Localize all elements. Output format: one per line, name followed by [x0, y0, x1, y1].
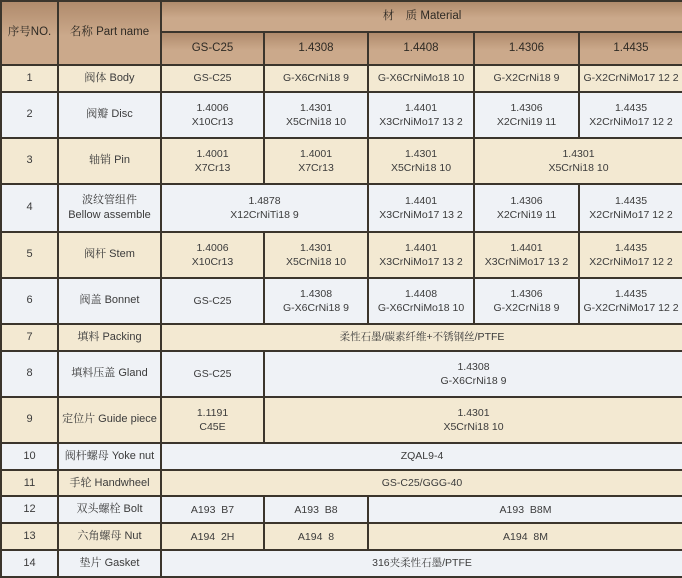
material-cell: 1.4301 X5CrNi18 10 — [474, 138, 682, 184]
row-number-cell: 8 — [1, 351, 58, 397]
header-material-col-gs-c25: GS-C25 — [161, 32, 264, 65]
material-cell: A194 8M — [368, 523, 682, 550]
part-name-cell: 填料压盖 Gland — [58, 351, 161, 397]
table-row — [1, 232, 682, 278]
material-cell: 1.4308 G-X6CrNi18 9 — [264, 278, 368, 324]
header-material-col-1-4308: 1.4308 — [264, 32, 368, 65]
material-cell: 1.4435 X2CrNiMo17 12 2 — [579, 232, 682, 278]
material-cell: 1.4435 X2CrNiMo17 12 2 — [579, 92, 682, 138]
table-row — [1, 92, 682, 138]
material-cell: A193 B7 — [161, 496, 264, 523]
table-row — [1, 278, 682, 324]
table-row — [1, 184, 682, 232]
header-part-name-column: 名称 Part name — [58, 1, 161, 65]
row-number-cell: 10 — [1, 443, 58, 470]
material-cell: 1.4301 X5CrNi18 10 — [264, 397, 682, 443]
material-cell: A193 B8M — [368, 496, 682, 523]
part-name-cell: 阀盖 Bonnet — [58, 278, 161, 324]
table-row — [1, 324, 682, 351]
table-row — [1, 470, 682, 497]
material-cell: 1.4001 X7Cr13 — [264, 138, 368, 184]
material-cell: 1.4306 G-X2CrNi18 9 — [474, 278, 579, 324]
material-cell: 1.4006 X10Cr13 — [161, 232, 264, 278]
material-cell: 1.4408 G-X6CrNiMo18 10 — [368, 278, 474, 324]
part-name-cell: 双头螺栓 Bolt — [58, 496, 161, 523]
part-name-cell: 阀体 Body — [58, 65, 161, 92]
header-material-group: 材 质 Material — [161, 1, 682, 32]
row-number-cell: 9 — [1, 397, 58, 443]
material-cell: G-X2CrNi18 9 — [474, 65, 579, 92]
row-number-cell: 2 — [1, 92, 58, 138]
material-cell: 1.4308 G-X6CrNi18 9 — [264, 351, 682, 397]
material-cell: 1.4401 X3CrNiMo17 13 2 — [368, 92, 474, 138]
material-cell: 1.4401 X3CrNiMo17 13 2 — [368, 184, 474, 232]
material-cell: 1.4306 X2CrNi19 11 — [474, 92, 579, 138]
header-material-col-1-4306: 1.4306 — [474, 32, 579, 65]
material-cell: 1.4435 G-X2CrNiMo17 12 2 — [579, 278, 682, 324]
part-name-cell: 垫片 Gasket — [58, 550, 161, 577]
part-name-cell: 六角螺母 Nut — [58, 523, 161, 550]
material-cell: ZQAL9-4 — [161, 443, 682, 470]
row-number-cell: 1 — [1, 65, 58, 92]
material-cell: G-X6CrNi18 9 — [264, 65, 368, 92]
material-cell: 1.4301 X5CrNi18 10 — [264, 92, 368, 138]
material-cell: G-X2CrNiMo17 12 2 — [579, 65, 682, 92]
row-number-cell: 7 — [1, 324, 58, 351]
part-name-cell: 阀杆螺母 Yoke nut — [58, 443, 161, 470]
material-cell: GS-C25/GGG-40 — [161, 470, 682, 497]
part-name-cell: 填料 Packing — [58, 324, 161, 351]
material-cell: A194 8 — [264, 523, 368, 550]
material-cell: A194 2H — [161, 523, 264, 550]
table-header — [1, 1, 682, 65]
part-name-cell: 阀瓣 Disc — [58, 92, 161, 138]
table-row — [1, 351, 682, 397]
part-name-cell: 波纹管组件 Bellow assemble — [58, 184, 161, 232]
part-name-cell: 手轮 Handwheel — [58, 470, 161, 497]
row-number-cell: 6 — [1, 278, 58, 324]
header-material-col-1-4408: 1.4408 — [368, 32, 474, 65]
material-cell: 1.4001 X7Cr13 — [161, 138, 264, 184]
header-material-col-1-4435: 1.4435 — [579, 32, 682, 65]
material-cell: GS-C25 — [161, 278, 264, 324]
material-cell: 316夹柔性石墨/PTFE — [161, 550, 682, 577]
header-group-row — [1, 1, 682, 32]
table-row — [1, 496, 682, 523]
row-number-cell: 4 — [1, 184, 58, 232]
row-number-cell: 3 — [1, 138, 58, 184]
material-cell: 1.4301 X5CrNi18 10 — [264, 232, 368, 278]
row-number-cell: 11 — [1, 470, 58, 497]
table-row — [1, 397, 682, 443]
material-cell: 1.4878 X12CrNiTi18 9 — [161, 184, 368, 232]
row-number-cell: 14 — [1, 550, 58, 577]
row-number-cell: 12 — [1, 496, 58, 523]
header-no-column: 序号NO. — [1, 1, 58, 65]
material-cell: G-X6CrNiMo18 10 — [368, 65, 474, 92]
material-cell: 1.4401 X3CrNiMo17 13 2 — [368, 232, 474, 278]
material-cell: 1.4435 X2CrNiMo17 12 2 — [579, 184, 682, 232]
part-name-cell: 阀杆 Stem — [58, 232, 161, 278]
part-name-cell: 定位片 Guide piece — [58, 397, 161, 443]
material-cell: 1.4306 X2CrNi19 11 — [474, 184, 579, 232]
table-row — [1, 65, 682, 92]
row-number-cell: 5 — [1, 232, 58, 278]
table-body — [1, 65, 682, 577]
table-row — [1, 443, 682, 470]
material-cell: 1.4006 X10Cr13 — [161, 92, 264, 138]
material-cell: GS-C25 — [161, 351, 264, 397]
row-number-cell: 13 — [1, 523, 58, 550]
part-name-cell: 轴销 Pin — [58, 138, 161, 184]
material-cell: 柔性石墨/碳素纤维+不锈钢丝/PTFE — [161, 324, 682, 351]
table-row — [1, 550, 682, 577]
material-cell: 1.1191 C45E — [161, 397, 264, 443]
material-cell: 1.4301 X5CrNi18 10 — [368, 138, 474, 184]
material-cell: 1.4401 X3CrNiMo17 13 2 — [474, 232, 579, 278]
material-cell: A193 B8 — [264, 496, 368, 523]
table-row — [1, 138, 682, 184]
table-row — [1, 523, 682, 550]
material-cell: GS-C25 — [161, 65, 264, 92]
